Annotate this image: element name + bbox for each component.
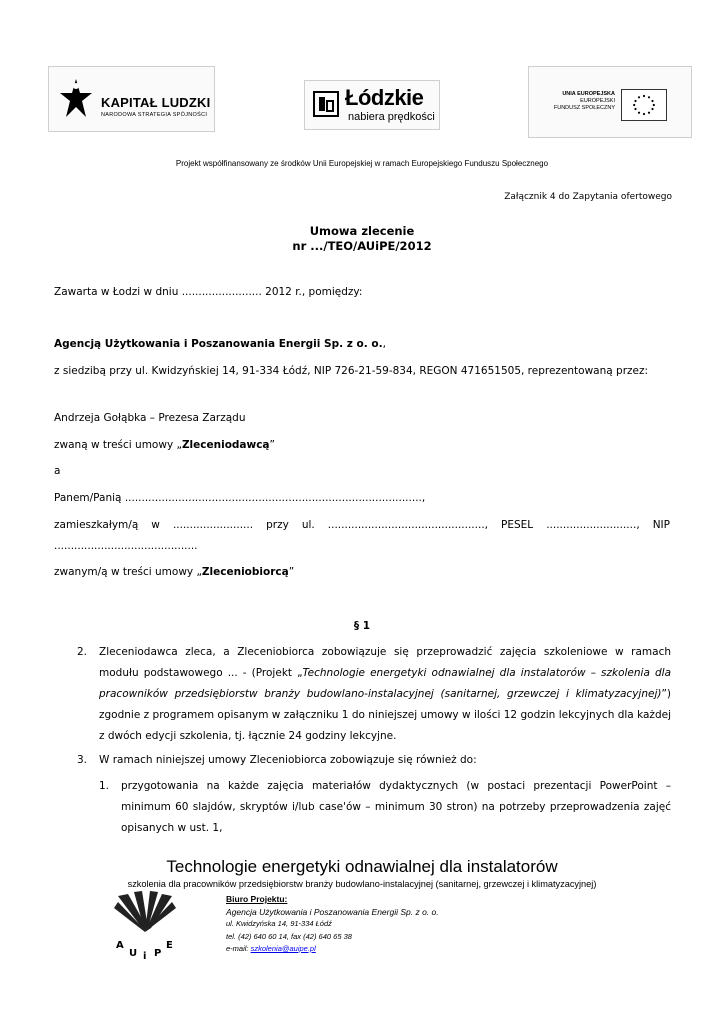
representative: Andrzeja Gołąbka – Prezesa Zarządu [54,412,246,424]
item1-italic: Technologie energetyki odnawialnej dla instalatorów – szkolenia dla pracowników przedsiębiorstw branży budowlano-instalacyjnej (sanitarnej, grzewczej i klimatyzacyjnej) [99,667,671,700]
company-name: Agencją Użytkowania i Poszanowania Energii Sp. z o. o. [54,338,383,350]
called-contractor-pre: zwanym/ą w treści umowy „ [54,566,202,578]
subitem1-number: 1. [99,780,110,792]
subitem1-text: przygotowania na każde zajęcia materiałów dydaktycznych (w postaci prezentacji PowerPoint – minimum 60 slajdów, skryptów i/lub case'ów – minimum 30 stron) na potrzeby przeprowadzenia zajęć opisanych w ust. 1, [121,780,671,834]
item1-number: 2. [77,646,88,658]
attachment-label: Załącznik 4 do Zapytania ofertowego [504,192,672,202]
item1-text [99,642,671,747]
item2-number: 3. [77,754,88,766]
logo-letter-a: A [116,940,124,951]
called-client-post: ” [269,439,275,451]
called-client-pre: zwaną w treści umowy „ [54,439,182,451]
eu-line-1: UNIA EUROPEJSKA [562,91,615,97]
title-line: Umowa zlecenie [309,224,415,238]
email-link[interactable]: szkolenia@auipe.pl [250,944,316,953]
and-word: a [54,465,61,477]
residence-line: zamieszkałym/ą w ........................ przy ul. ..............................................., PESEL ..........................., NIP ........................................... [54,519,670,552]
called-client-line [54,435,670,456]
office-name: Agencja Użytkowania i Poszanowania Energii Sp. z o. o. [226,906,439,917]
logo-letter-u: U [129,948,138,959]
kapital-ludzki-logo [48,66,215,132]
logo-letter-p: P [154,948,162,959]
eu-logo [528,66,692,138]
eu-flag-icon [621,89,667,121]
document-title [0,224,724,254]
auipe-logo [110,888,180,962]
section-heading: § 1 [353,620,371,632]
project-office [226,893,439,956]
lodzkie-logo [304,80,440,130]
star-figure-icon [59,77,93,121]
item2-text: W ramach niniejszej umowy Zleceniobiorca zobowiązuje się również do: [99,754,477,766]
kapital-ludzki-title: KAPITAŁ LUDZKI [101,95,211,110]
office-phone: tel. (42) 640 60 14, fax (42) 640 65 38 [226,931,352,941]
concluded-line: Zawarta w Łodzi w dniu ........................ 2012 r., pomiędzy: [54,286,363,298]
called-contractor-line [54,562,670,583]
eu-text [554,91,615,112]
company-line [54,334,670,355]
office-label: Biuro Projektu: [226,894,288,904]
called-contractor-bold: Zleceniobiorcą [201,566,289,578]
contract-number: nr .../TEO/AUiPE/2012 [292,239,432,253]
company-comma: , [382,338,386,350]
eu-line-2: EUROPEJSKI [580,98,615,104]
footer-title: Technologie energetyki odnawialnej dla instalatorów [166,857,558,876]
called-contractor-post: ” [288,566,295,578]
cofinance-note: Projekt współfinansowany ze środków Unii Europejskiej w ramach Europejskiego Funduszu Społecznego [175,159,549,168]
company-address: z siedzibą przy ul. Kwidzyńskiej 14, 91-334 Łódź, NIP 726-21-59-834, REGON 471651505, reprezentowaną przez: [54,365,649,377]
item1-part-a: Zleceniodawca zleca, a Zleceniobiorca zobowiązuje się przeprowadzić zajęcia szkoleniowe w ramach modułu podstawowego ... - (Projekt „ [99,646,671,679]
lodzkie-emblem-icon [313,91,339,117]
item1-part-b: ”) zgodnie z programem opisanym w załączniku 1 do niniejszej umowy w ilości 12 godzin lekcyjnych dla każdej z dwóch edycji szkolenia, tj. łącznie 24 godziny lekcyjne. [99,688,671,742]
logo-letter-i: i [143,951,147,962]
called-client-bold: Zleceniodawcą [181,439,270,451]
lodzkie-subtitle: nabiera prędkości [348,111,435,123]
person-line: Panem/Panią ........................................................................................., [54,492,426,504]
office-email-line [226,943,439,956]
email-label: e-mail: [226,944,251,953]
kapital-ludzki-subtitle: NARODOWA STRATEGIA SPÓJNOŚCI [101,112,208,118]
office-address: ul. Kwidzyńska 14, 91-334 Łódź [226,919,332,928]
footer-subtitle: szkolenia dla pracowników przedsiębiorstw branży budowlano-instalacyjnej (sanitarnej, grzewczej i klimatyzacyjnej) [127,879,597,889]
eu-line-3: FUNDUSZ SPOŁECZNY [553,105,615,111]
lodzkie-title: Łódzkie [345,85,424,110]
logo-letter-e: E [166,940,173,951]
